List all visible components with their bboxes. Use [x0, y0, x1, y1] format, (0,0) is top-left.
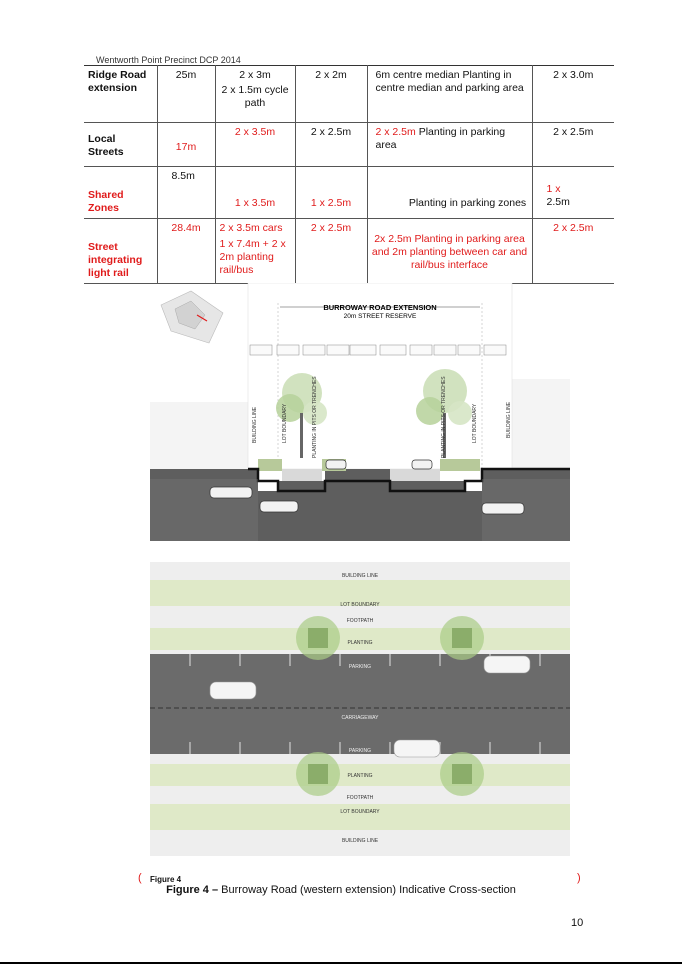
plan-label: FOOTPATH: [346, 618, 374, 624]
planting-cell: 2x 2.5m Planting in parking area and 2m planting between car and rail/bus interface: [367, 219, 532, 284]
plan-label: PARKING: [348, 748, 372, 754]
cell-line: 1 x 7.4m + 2 x 2m planting rail/bus: [219, 238, 286, 276]
plan-label: LOT BOUNDARY: [340, 809, 380, 815]
plan-label: PARKING: [348, 664, 372, 670]
parking-cell: 2 x 2.5m: [295, 123, 367, 167]
reserve-cell: 17m: [157, 123, 215, 167]
cell-line: 1 x: [546, 183, 561, 195]
footpath-cell: 2 x 2.5m: [532, 219, 614, 284]
plan-label: PLANTING: [347, 640, 373, 646]
plan-label: PLANTING: [347, 773, 373, 779]
paren-right: ): [577, 872, 581, 884]
cell-text: Planting in parking area: [375, 126, 506, 151]
reserve-cell: 8.5m: [157, 167, 215, 219]
planting-band-top: [150, 628, 570, 650]
road-left: [282, 469, 322, 481]
table-row: [84, 123, 614, 167]
planting-cell: [367, 123, 532, 167]
carriageway-cell: [215, 66, 295, 123]
building-line-label-right: BUILDING LINE: [506, 401, 512, 438]
caption-bold: Figure 4 –: [166, 884, 222, 896]
lot-band-bottom: [150, 804, 570, 830]
verge-left: [258, 459, 282, 471]
planting-cell: Planting in parking zones: [367, 167, 532, 219]
lot-boundary-label: LOT BOUNDARY: [282, 403, 288, 443]
location-thumbnail: [157, 285, 225, 345]
footpath-cell: 2 x 2.5m: [532, 123, 614, 167]
carriageway-cell: 2 x 3.5m: [215, 123, 295, 167]
caption-text: Burroway Road (western extension) Indicative Cross-section: [221, 884, 516, 896]
row-name: Shared Zones: [84, 167, 157, 219]
planting-trench-label-right: PLANTING IN PITS OR TRENCHES: [441, 376, 447, 458]
reserve-cell: 28.4m: [157, 219, 215, 284]
table-row: [84, 66, 614, 123]
planting-cell: 6m centre median Planting in centre median and parking area: [367, 66, 532, 123]
lot-boundary-label-right: LOT BOUNDARY: [472, 403, 478, 443]
plan-label: FOOTPATH: [346, 795, 374, 801]
cell-line: 2 x 3.5m cars: [219, 222, 283, 234]
figure-tag: Figure 4: [150, 875, 182, 884]
carriageway-cell: [215, 219, 295, 284]
row-name: Ridge Road extension: [84, 66, 157, 123]
verge-right: [440, 459, 480, 471]
carriageway-cell: 1 x 3.5m: [215, 167, 295, 219]
parking-cell: 1 x 2.5m: [295, 167, 367, 219]
bottom-rule: [0, 962, 682, 964]
cell-red-text: 2 x 2.5m: [375, 126, 416, 138]
plan-label: BUILDING LINE: [341, 573, 379, 579]
section-subtitle: 20m STREET RESERVE: [343, 313, 417, 320]
road-right: [390, 469, 440, 481]
section-title: BURROWAY ROAD EXTENSION: [323, 303, 437, 312]
parking-cell: 2 x 2.5m: [295, 219, 367, 284]
cell-line: 2 x 3m: [239, 69, 271, 81]
figure-caption: [0, 884, 682, 896]
plan-label: CARRIAGEWAY: [341, 715, 379, 721]
street-spec-table: [84, 65, 614, 284]
cell-line: 2.5m: [546, 196, 570, 208]
parking-cell: 2 x 2m: [295, 66, 367, 123]
page-header: Wentworth Point Precinct DCP 2014: [96, 55, 241, 65]
plan-label: LOT BOUNDARY: [340, 602, 380, 608]
footpath-cell: [532, 167, 614, 219]
building-line-label: BUILDING LINE: [252, 406, 258, 443]
table-row: [84, 219, 614, 284]
row-name: Street integrating light rail: [84, 219, 157, 284]
footpath-cell: 2 x 3.0m: [532, 66, 614, 123]
planting-trench-label: PLANTING IN PITS OR TRENCHES: [312, 376, 318, 458]
row-name: Local Streets: [84, 123, 157, 167]
paren-left: (: [138, 872, 142, 884]
page-number: 10: [571, 917, 584, 929]
table-row: [84, 167, 614, 219]
plan-view-figure: [150, 562, 570, 856]
reserve-cell: 25m: [157, 66, 215, 123]
cell-line: 2 x 1.5m cycle path: [221, 84, 289, 109]
plan-label: BUILDING LINE: [341, 838, 379, 844]
